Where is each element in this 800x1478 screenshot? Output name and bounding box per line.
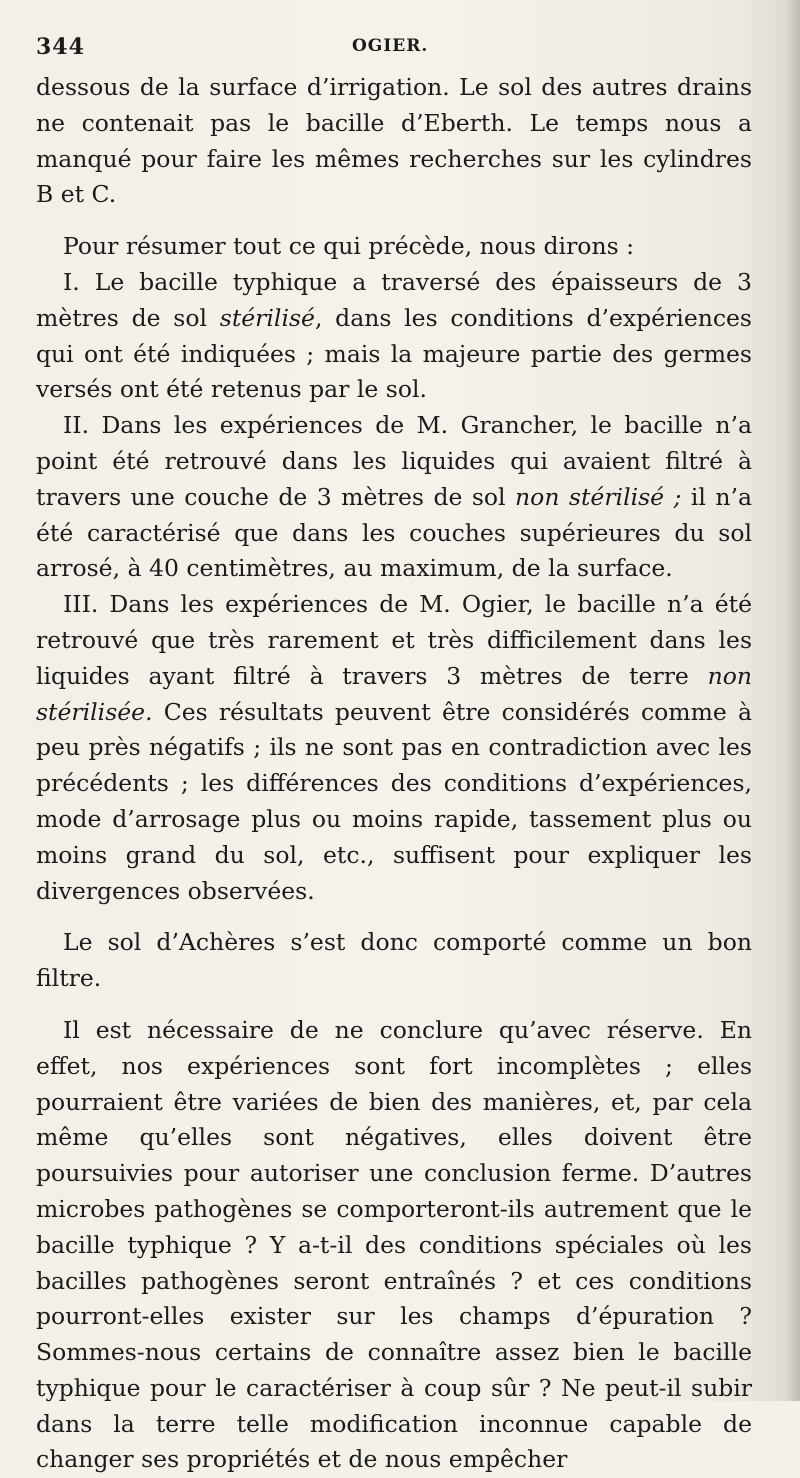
text-segment: Le sol d’Achères s’est donc comporté comme un bon filtre. — [36, 928, 752, 993]
paragraph-caveat — [36, 1013, 752, 1478]
text-segment: Pour résumer tout ce qui précède, nous dirons : — [63, 232, 635, 261]
text-segment: dessous de la surface d’irrigation. Le sol des autres drains ne contenait pas le bacille d’Eberth. Le temps nous a manqué pour faire les mêmes recherches sur les cylindres B et C. — [36, 73, 752, 209]
paragraph-point-3 — [36, 587, 752, 909]
running-title: OGIER. — [352, 36, 429, 56]
page-edge-shadow — [786, 0, 800, 1401]
paragraph-conclusion — [36, 925, 752, 997]
text-segment: III. Dans les expériences de M. Ogier, le bacille n’a été retrouvé que très rarement et très difficilement dans les liquides ayant filtré à travers 3 mètres de terre — [36, 590, 752, 690]
text-segment: il n’a été caractérisé que dans les couches supérieures du sol arrosé, à 40 centimètres, au maximum, de la surface. — [36, 482, 752, 583]
text-segment: II. Dans les expériences de M. Grancher, le bacille n’a point été retrouvé dans les liquides qui avaient filtré à travers une couche de 3 mètres de sol — [36, 411, 752, 511]
paragraph-summary-intro — [36, 229, 752, 265]
italic-term: stérilisé — [219, 303, 315, 332]
paragraph-continuation — [36, 70, 752, 213]
page-header — [36, 34, 756, 64]
page-number: 344 — [36, 34, 85, 60]
text-segment: Il est nécessaire de ne conclure qu’avec réserve. En effet, nos expériences sont fort incomplètes ; elles pourraient être variées de bien des manières, et, par cela même qu’elles sont négatives, elles doivent être poursuivies pour autoriser une conclusion ferme. D’autres microbes pathogènes se comporteront-ils autrement que le bacille typhique ? Y a-t-il des conditions spéciales où les bacilles pathogènes seront entraînés ? et ces conditions pourront-elles exister sur les champs d’épuration ? Sommes-nous certains de connaître assez bien le bacille typhique pour le caractériser à coup sûr ? Ne peut-il subir dans la terre telle modification inconnue capable de changer ses propriétés et de nous empêcher — [36, 1015, 752, 1474]
body-text — [36, 70, 752, 1478]
text-segment: I. Le bacille typhique a traversé des épaisseurs de 3 mètres de sol — [36, 267, 752, 332]
paragraph-point-1 — [36, 265, 752, 408]
text-segment: , dans les conditions d’expériences qui ont été indiquées ; mais la majeure partie des germes versés ont été retenus par le sol. — [36, 303, 752, 404]
paragraph-point-2 — [36, 408, 752, 587]
italic-term: non stérilisé ; — [515, 482, 682, 511]
text-segment: Ces résultats peuvent être considérés comme à peu près négatifs ; ils ne sont pas en contradiction avec les précédents ; les différences des conditions d’expériences, mode d’arrosage plus ou moins rapide, tassement plus ou moins grand du sol, etc., suffisent pour expliquer les divergences observées. — [36, 697, 752, 905]
italic-term: non stérilisée. — [36, 661, 752, 726]
